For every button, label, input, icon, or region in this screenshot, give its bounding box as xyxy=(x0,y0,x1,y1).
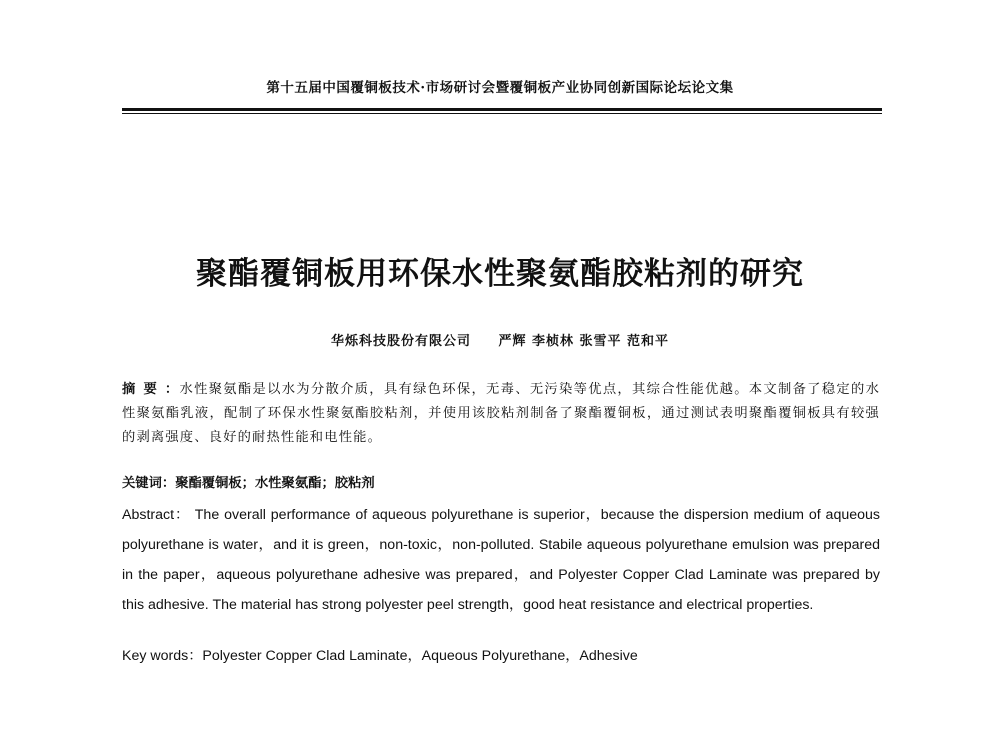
author-names: 严辉 李桢林 张雪平 范和平 xyxy=(498,334,670,349)
keywords-cn-label: 关键词： xyxy=(122,476,176,491)
keywords-en-label: Key words： xyxy=(122,648,203,664)
keywords-cn-text: 聚酯覆铜板；水性聚氨酯；胶粘剂 xyxy=(175,476,375,491)
abstract-chinese xyxy=(122,378,880,450)
keywords-chinese xyxy=(122,472,880,491)
keywords-english xyxy=(122,645,880,665)
abstract-en-text: The overall performance of aqueous polyurethane is superior，because the dispersion medium of aqueous polyurethane is water，and it is green，non-toxic，non-polluted. Stabile aqueous polyurethane emulsion was prepared in the paper，aqueous polyurethane adhesive was prepared，and Polyester Copper Clad Laminate was prepared by this adhesive. The material has strong polyester peel strength，good heat resistance and electrical properties. xyxy=(122,507,880,613)
paper-title: 聚酯覆铜板用环保水性聚氨酯胶粘剂的研究 xyxy=(196,256,804,292)
keywords-en-text: Polyester Copper Clad Laminate，Aqueous Polyurethane，Adhesive xyxy=(202,648,638,664)
header-rule-thin xyxy=(122,113,882,114)
abstract-cn-text: 水性聚氨酯是以水为分散介质，具有绿色环保，无毒、无污染等优点，其综合性能优越。本文制备了稳定的水性聚氨酯乳液，配制了环保水性聚氨酯胶粘剂，并使用该胶粘剂制备了聚酯覆铜板，通过测试表明聚酯覆铜板具有较强的剥离强度、良好的耐热性能和电性能。 xyxy=(122,382,881,445)
header-rule-thick xyxy=(122,108,882,111)
abstract-cn-colon: ： xyxy=(164,382,180,397)
abstract-english xyxy=(122,500,880,620)
author-line xyxy=(0,330,1000,349)
abstract-cn-label: 摘要 xyxy=(122,382,165,397)
abstract-en-label: Abstract： xyxy=(122,507,191,523)
running-header: 第十五届中国覆铜板技术·市场研讨会暨覆铜板产业协同创新国际论坛论文集 xyxy=(266,80,734,96)
author-organization: 华烁科技股份有限公司 xyxy=(330,334,471,349)
